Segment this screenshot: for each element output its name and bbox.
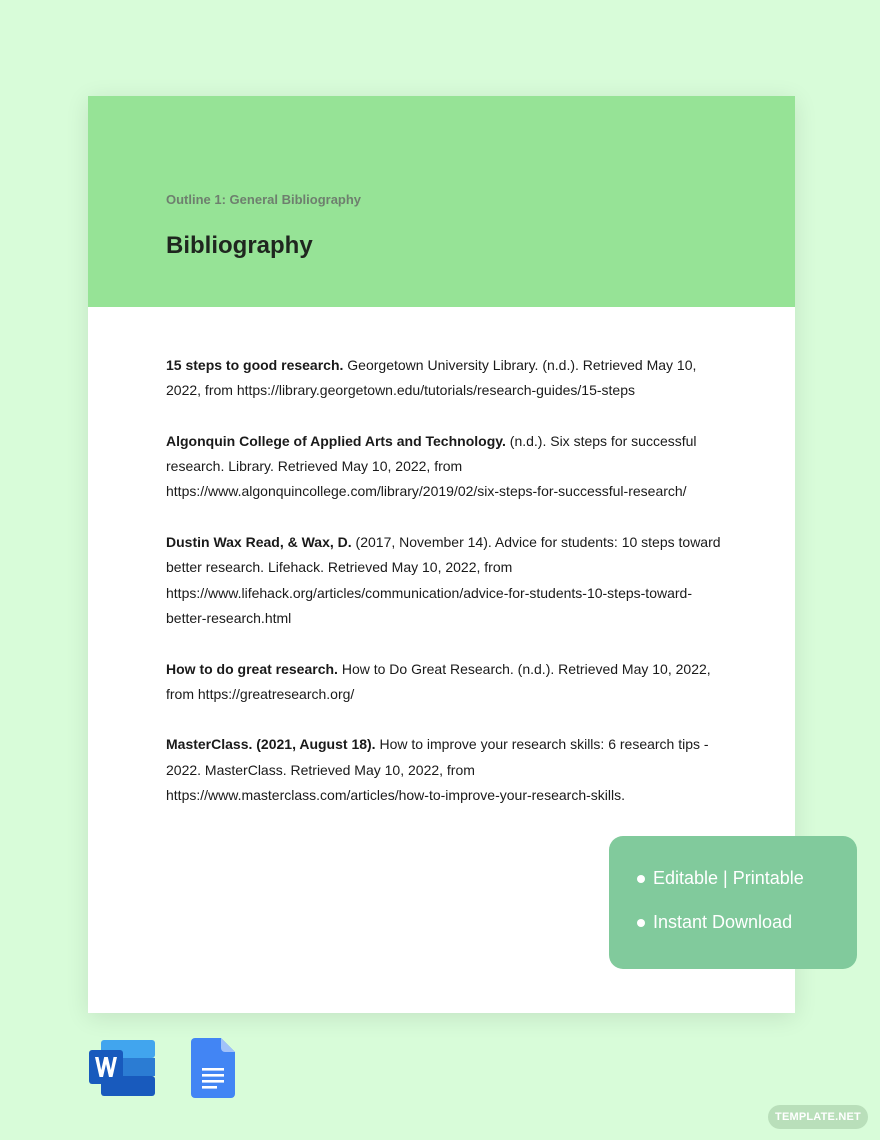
bullet-icon <box>637 919 645 927</box>
document-header <box>88 96 795 307</box>
feature-label: Instant Download <box>653 912 793 932</box>
document-title: Bibliography <box>166 232 313 259</box>
entry-author: Algonquin College of Applied Arts and Technology. <box>166 432 506 449</box>
bullet-icon <box>637 875 645 883</box>
bibliography-entry <box>166 530 726 631</box>
entry-author: MasterClass. (2021, August 18). <box>166 736 376 753</box>
outline-label: Outline 1: General Bibliography <box>166 192 362 207</box>
entry-details: (n.d.). Six steps for successful research. Library. Retrieved May 10, 2022, from https://www.algonquincollege.com/library/2019/02/six-steps-for-successful-research/ <box>166 432 697 500</box>
bibliography-entry <box>166 353 726 404</box>
google-docs-icon[interactable] <box>191 1038 235 1098</box>
features-badge <box>609 836 857 969</box>
entry-author: How to do great research. <box>166 660 338 677</box>
bibliography-entry <box>166 732 726 808</box>
entry-details: How to Do Great Research. (n.d.). Retrieved May 10, 2022, from https://greatresearch.org/ <box>166 660 711 702</box>
entry-details: Georgetown University Library. (n.d.). Retrieved May 10, 2022, from https://library.georgetown.edu/tutorials/research-guides/15-steps <box>166 357 697 399</box>
bibliography-entry <box>166 657 726 708</box>
bibliography-list <box>166 353 726 834</box>
entry-details: How to improve your research skills: 6 research tips - 2022. MasterClass. Retrieved May 10, 2022, from https://www.masterclass.com/articles/how-to-improve-your-research-skills. <box>166 736 709 804</box>
entry-author: Dustin Wax Read, & Wax, D. <box>166 534 352 551</box>
feature-item <box>637 912 792 933</box>
template-net-watermark: TEMPLATE.NET <box>768 1105 868 1129</box>
bibliography-entry <box>166 429 726 505</box>
entry-details: (2017, November 14). Advice for students: 10 steps toward better research. Lifehack. Retrieved May 10, 2022, from https://www.lifehack.org/articles/communication/advice-for-students-10-steps-toward-better-research.html <box>166 534 721 626</box>
microsoft-word-icon[interactable] <box>89 1038 157 1098</box>
feature-item <box>637 868 804 889</box>
feature-label: Editable | Printable <box>653 868 804 888</box>
entry-author: 15 steps to good research. <box>166 357 344 373</box>
